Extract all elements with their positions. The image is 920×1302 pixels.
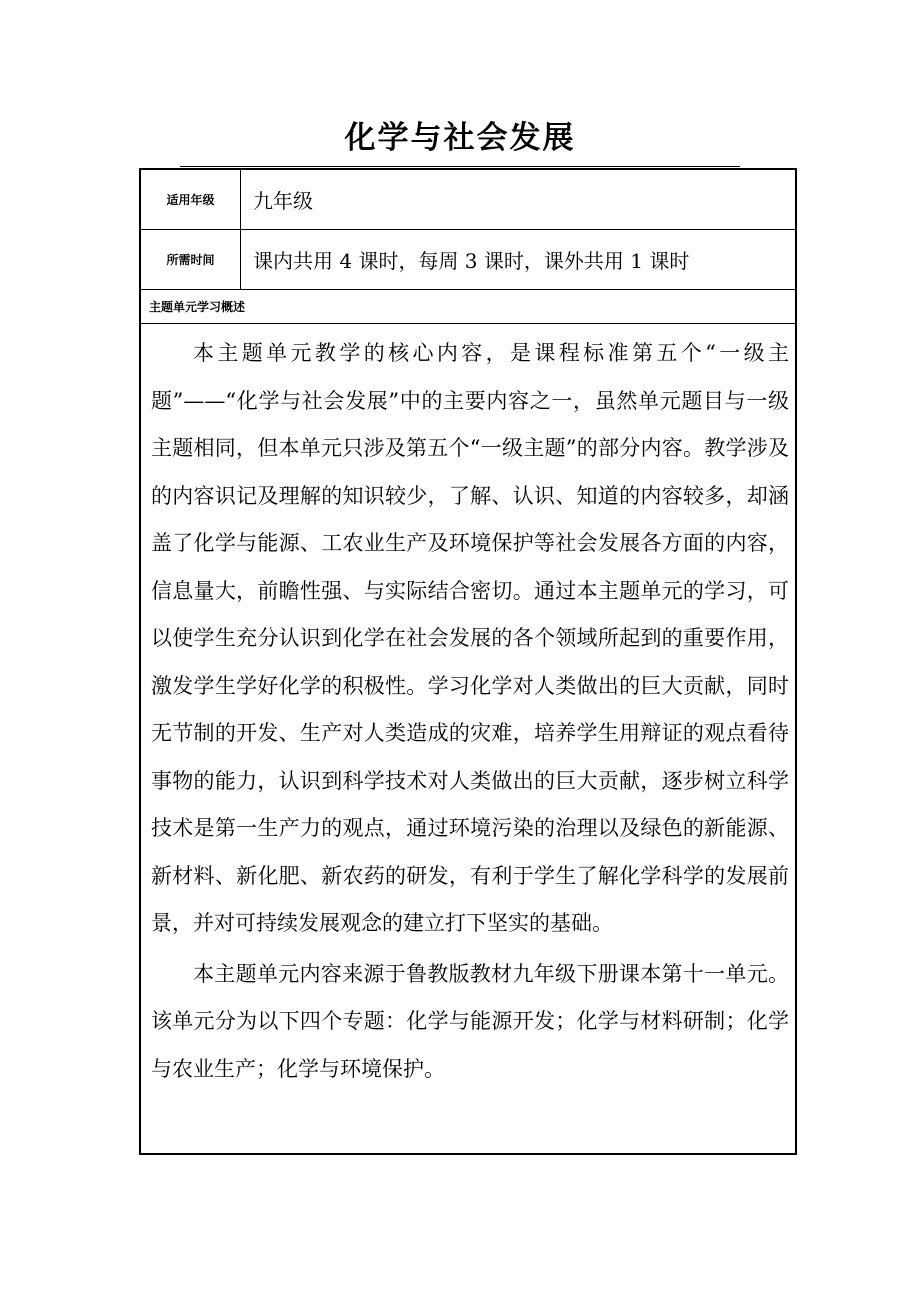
title-divider xyxy=(180,166,740,167)
overview-heading-row xyxy=(141,290,795,324)
time-row xyxy=(141,230,795,290)
overview-heading: 主题单元学习概述 xyxy=(149,300,246,314)
grade-row xyxy=(141,170,795,230)
overview-paragraph: 本主题单元内容来源于鲁教版教材九年级下册课本第十一单元。该单元分为以下四个专题：化学与能源开发；化学与材料研制；化学与农业生产；化学与环境保护。 xyxy=(151,961,789,1081)
overview-body xyxy=(151,330,789,1093)
grade-label: 适用年级 xyxy=(141,170,241,229)
overview-paragraph: 本主题单元教学的核心内容，是课程标准第五个“一级主题”——“化学与社会发展”中的主要内容之一，虽然单元题目与一级主题相同，但本单元只涉及第五个“一级主题”的部分内容。教学涉及的内容识记及理解的知识较少，了解、认识、知道的内容较多，却涵盖了化学与能源、工农业生产及环境保护等社会发展各方面的内容，信息量大，前瞻性强、与实际结合密切。通过本主题单元的学习，可以使学生充分认识到化学在社会发展的各个领域所起到的重要作用，激发学生学好化学的积极性。学习化学对人类做出的巨大贡献，同时无节制的开发、生产对人类造成的灾难，培养学生用辩证的观点看待事物的能力，认识到科学技术对人类做出的巨大贡献，逐步树立科学技术是第一生产力的观点，通过环境污染的治理以及绿色的新能源、新材料、新化肥、新农药的研发，有利于学生了解化学科学的发展前景，并对可持续发展观念的建立打下坚实的基础。 xyxy=(151,341,789,935)
time-label: 所需时间 xyxy=(141,230,241,289)
grade-value: 九年级 xyxy=(253,189,313,213)
page-title: 化学与社会发展 xyxy=(344,120,576,156)
unit-info-table xyxy=(139,168,797,1155)
time-value: 课内共用 4 课时，每周 3 课时，课外共用 1 课时 xyxy=(253,249,690,273)
